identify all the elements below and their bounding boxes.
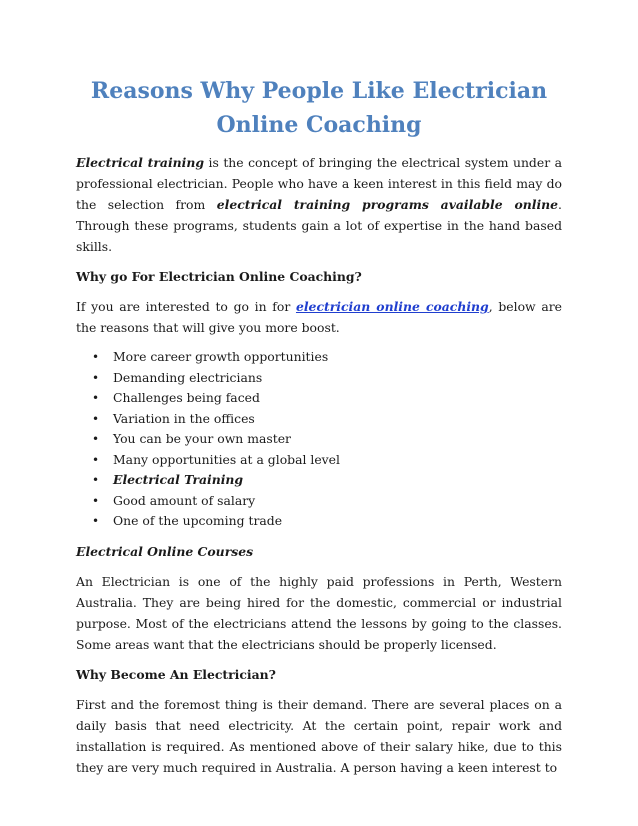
list-item: • One of the upcoming trade [113, 511, 562, 532]
bullet-icon: • [92, 493, 100, 508]
list-item: • More career growth opportunities [113, 347, 562, 368]
list-item: • Many opportunities at a global level [113, 450, 562, 471]
bullet-icon: • [92, 411, 100, 426]
intro-text-1: is the concept of bringing the electrical system under a professional electrician. People who have a keen interest in this field may do the selection from [76, 155, 562, 212]
bullet-icon: • [92, 370, 100, 385]
section-heading-online-courses: Electrical Online Courses [76, 543, 254, 559]
page-title: Reasons Why People Like Electrician Online Coaching [90, 78, 548, 138]
list-item: • Demanding electricians [113, 368, 562, 389]
list-item: • Challenges being faced [113, 388, 562, 409]
bullet-icon: • [92, 452, 100, 467]
list-item: • Good amount of salary [113, 491, 562, 512]
list-item: • Variation in the offices [113, 409, 562, 430]
bullet-icon: • [92, 514, 100, 528]
list-item-electrical-training: • Electrical Training [113, 470, 562, 491]
bullet-icon: • [92, 350, 100, 364]
electrician-online-coaching-link[interactable]: electrician online coaching [295, 299, 489, 314]
bullet-icon: • [92, 473, 100, 487]
intro-term: Electrical training [76, 155, 205, 170]
intro-paragraph [76, 152, 562, 257]
section-heading-why-go: Why go For Electrician Online Coaching? [76, 269, 362, 284]
section2-paragraph: An Electrician is one of the highly paid professions in Perth, Western Australia. They are being hired for the domestic, commercial or industrial purpose. Most of the electricians attend the lessons by going to the classes. Some areas want that the electricians should be properly licensed. [76, 573, 562, 652]
intro-emphasis: electrical training programs available online [216, 197, 559, 212]
reasons-list [76, 347, 562, 532]
list-item: • You can be your own master [113, 429, 562, 450]
bullet-icon: • [92, 391, 100, 405]
section3-paragraph: First and the foremost thing is their demand. There are several places on a daily basis that need electricity. At the certain point, repair work and installation is required. As mentioned above of their salary hike, due to this they are very much required in Australia. A person having a keen interest to [76, 696, 562, 775]
intro-text-2: . Through these programs, students gain a lot of expertise in the hand based skills. [76, 197, 562, 254]
section1-text-1: If you are interested to go in for [76, 299, 296, 314]
section1-paragraph [76, 296, 562, 338]
bullet-icon: • [92, 432, 100, 446]
section-heading-why-become: Why Become An Electrician? [76, 666, 276, 682]
section1-text-2: , below are the reasons that will give you more boost. [76, 299, 562, 335]
